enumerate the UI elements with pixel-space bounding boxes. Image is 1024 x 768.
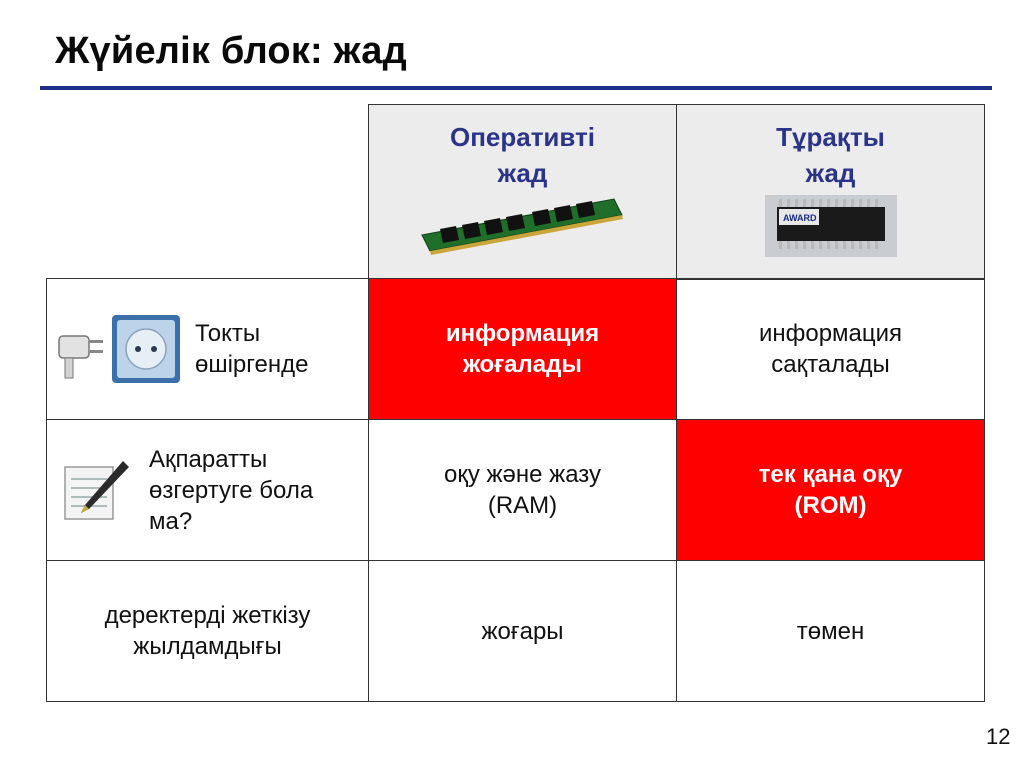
column-header-rom bbox=[676, 104, 985, 280]
page-number: 12 bbox=[986, 724, 1011, 749]
row-label-writable bbox=[46, 419, 369, 561]
row-label-writable-text: Ақпаратты өзгертуге бола ма? bbox=[149, 445, 314, 535]
cell-rom-speed: төмен bbox=[676, 560, 985, 702]
title-underline bbox=[40, 86, 992, 90]
row-label-power-off bbox=[46, 278, 369, 420]
row-label-speed: деректерді жеткізу жылдамдығы bbox=[46, 560, 369, 702]
cell-ram-speed: жоғары bbox=[368, 560, 677, 702]
cell-rom-power-off: информация сақталады bbox=[676, 278, 985, 420]
row-label-power-off-text: Токты өшіргенде bbox=[195, 320, 309, 378]
column-header-ram bbox=[368, 104, 677, 280]
cell-ram-writable: оқу және жазу (RAM) bbox=[368, 419, 677, 561]
cell-ram-power-off: информация жоғалады bbox=[368, 278, 677, 420]
pen-notepad-icon bbox=[61, 457, 131, 523]
cell-rom-writable: тек қана оқу (ROM) bbox=[676, 419, 985, 561]
column-header-ram-label: Оперативті жад bbox=[449, 122, 596, 188]
svg-text:AWARD: AWARD bbox=[782, 213, 816, 223]
wall-socket-icon bbox=[111, 314, 181, 384]
rom-chip-icon bbox=[765, 195, 897, 257]
ram-module-icon bbox=[418, 195, 628, 255]
power-plug-icon bbox=[53, 318, 107, 380]
slide-title: Жүйелік блок: жад bbox=[55, 30, 407, 72]
column-header-rom-label: Тұрақты жад bbox=[776, 122, 885, 188]
